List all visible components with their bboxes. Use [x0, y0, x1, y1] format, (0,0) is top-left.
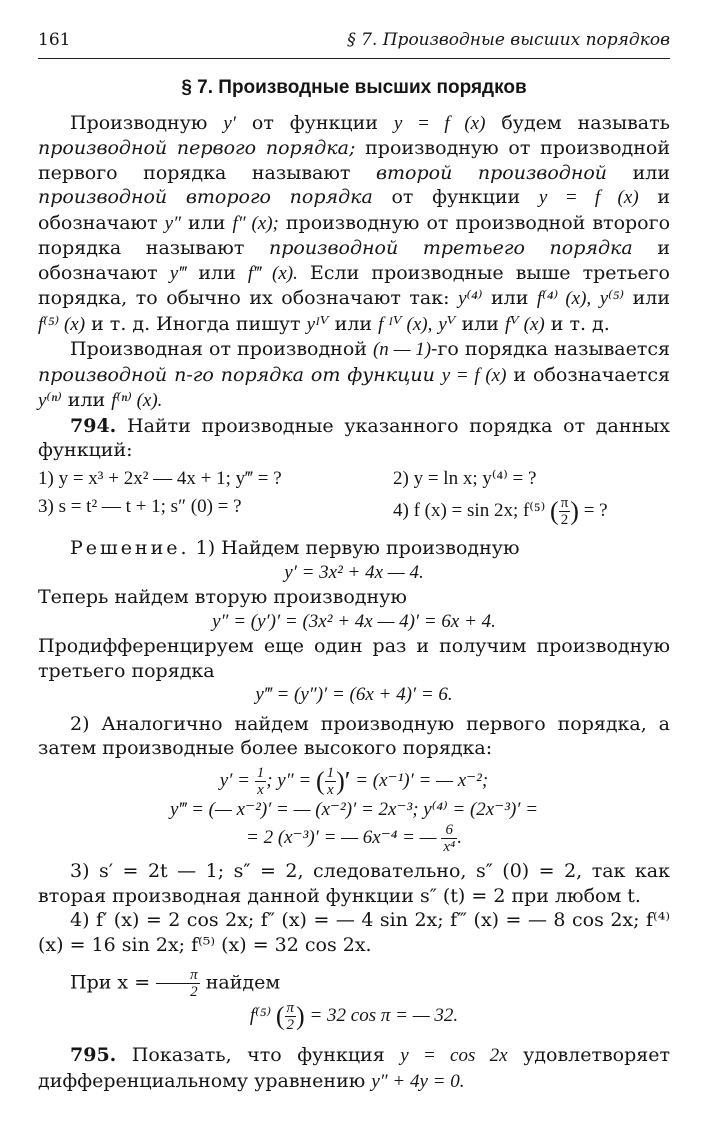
problem-number: 794. — [70, 414, 117, 437]
running-header — [38, 30, 670, 50]
text: или — [624, 287, 671, 309]
formula: y⁽ⁿ⁾ — [38, 390, 62, 411]
problem-item — [393, 495, 670, 528]
problem-794-items-row1 — [38, 467, 670, 492]
text: При x = — [70, 971, 151, 994]
intro-paragraph — [38, 111, 670, 338]
formula: y⁽⁵⁾ — [599, 288, 625, 309]
nth-derivative-paragraph — [38, 337, 670, 414]
text: и т. д. — [544, 312, 610, 335]
denominator: 2 — [156, 983, 200, 1000]
problem-794-items-row2 — [38, 495, 670, 528]
solution-text: Теперь найдем вторую производную — [38, 586, 407, 608]
formula: (n — 1) — [372, 339, 432, 360]
formula: y″ + 4y = 0. — [371, 1070, 465, 1092]
numerator: 1 — [326, 764, 335, 781]
formula: y = f (x) — [441, 364, 507, 386]
text: или — [607, 161, 670, 184]
formula: y″ — [164, 212, 182, 234]
formula: f ᴵⱽ (x), — [378, 313, 433, 335]
text: или — [181, 211, 233, 234]
paren-close: )′ — [336, 765, 351, 795]
numerator: π — [286, 1000, 295, 1016]
equation — [38, 1000, 670, 1033]
numerator: 6 — [445, 822, 454, 838]
problem-794 — [38, 414, 670, 463]
numerator: π — [560, 495, 569, 511]
formula: y′ — [223, 112, 236, 134]
denominator: 2 — [559, 511, 571, 528]
text: или — [482, 287, 537, 309]
problem-item: 1) y = x³ + 2x² — 4x + 1; y‴ = ? — [38, 467, 282, 489]
text: от функции — [372, 186, 539, 208]
fraction — [325, 765, 337, 798]
problem-795 — [38, 1043, 670, 1094]
equation: y‴ = (— x⁻²)′ = — (x⁻²)′ = 2x⁻³; y⁽⁴⁾ = (2x⁻³)′ = — [169, 798, 539, 820]
formula: y = f (x) — [538, 187, 639, 208]
formula: = ? — [583, 499, 608, 521]
text: и обозначают — [38, 186, 670, 234]
fraction — [255, 765, 267, 798]
formula: f‴ (x). — [247, 262, 298, 284]
term-third-derivative: производной третьего порядка — [269, 237, 633, 259]
fraction — [285, 1000, 297, 1033]
text: и обозначают — [38, 237, 670, 284]
formula: = 32 cos π = — 32. — [309, 1004, 459, 1026]
text: производную от производной первого порядка называют — [38, 137, 670, 184]
text: -го порядка называется — [431, 338, 670, 360]
formula: y′ = — [219, 769, 250, 791]
text: производную от производной второго порядка называют — [38, 211, 671, 259]
denominator: x⁴ — [443, 839, 456, 855]
text: и обозначается — [506, 363, 670, 386]
denominator: 2 — [285, 1016, 297, 1033]
denominator: x — [255, 781, 267, 798]
fraction — [156, 967, 200, 1000]
equation: y′ = 3x² + 4x — 4. — [284, 561, 424, 583]
equation: y″ = (y′)′ = (3x² + 4x — 4)′ = 6x + 4. — [212, 610, 496, 632]
problem-item: 3) s = t² — t + 1; s″ (0) = ? — [38, 496, 242, 517]
text: или — [328, 312, 379, 335]
formula: = (x⁻¹)′ = — x⁻²; — [355, 769, 489, 791]
formula: f⁽⁵⁾ (x) — [38, 313, 86, 335]
text: найдем — [199, 971, 281, 994]
formula: f⁽⁵⁾ — [249, 1004, 272, 1026]
solution-text — [38, 967, 670, 1000]
text: и т. д. Иногда пишут — [85, 312, 307, 335]
denominator: x — [325, 781, 337, 798]
fraction — [441, 822, 457, 855]
paren-close: ) — [570, 496, 579, 526]
formula: f⁽⁴⁾ (x), — [536, 288, 592, 309]
problem-item: 2) y = ln x; y⁽⁴⁾ = ? — [393, 467, 537, 489]
equation — [38, 822, 670, 855]
formula: y = f (x) — [393, 112, 486, 134]
section-title: § 7. Производные высших порядков — [181, 77, 527, 98]
solution-text: 2) Аналогично найдем производную первого порядка, а затем производные более высокого порядка: — [38, 712, 670, 759]
text: будем называть — [485, 111, 670, 134]
solution-intro — [38, 536, 670, 561]
formula: y = cos 2x — [400, 1045, 508, 1066]
numerator: 1 — [256, 764, 265, 781]
term-second-order: производной второго порядка — [38, 186, 373, 208]
text: или — [61, 389, 112, 411]
paren-open: ( — [275, 1001, 285, 1031]
formula: = 2 (x⁻³)′ = — 6x⁻⁴ = — — [246, 826, 437, 848]
paren-open: ( — [315, 765, 325, 795]
formula: 4) f (x) = sin 2x; f⁽⁵⁾ — [393, 499, 546, 521]
formula: yⱽ — [438, 313, 456, 335]
term-first-derivative: производной первого порядка; — [38, 137, 356, 159]
term-nth-derivative: производной n-го порядка от функции — [38, 363, 435, 386]
header-rule — [38, 58, 670, 59]
fraction — [559, 495, 571, 528]
formula: . — [457, 826, 462, 848]
formula: y‴ — [169, 262, 187, 284]
formula: ; y″ = — [266, 769, 312, 791]
page-number: 161 — [38, 30, 71, 50]
text: Производная от производной — [70, 338, 373, 360]
formula: f″ (x); — [232, 212, 279, 234]
problem-text: Найти производные указанного порядка от данных функций: — [38, 414, 670, 461]
problem-text: Показать, что функция — [116, 1044, 401, 1066]
text: Производную — [70, 111, 224, 134]
text: Если производные выше третьего порядка, то обычно их обозначают так: — [38, 261, 670, 309]
solution-label: Решение. — [70, 537, 190, 559]
paren-close: ) — [296, 1001, 305, 1031]
numerator: π — [190, 967, 198, 983]
running-title: § 7. Производные высших порядков — [347, 30, 670, 50]
problem-number: 795. — [70, 1044, 117, 1066]
solution-text: 4) f′ (x) = 2 cos 2x; f″ (x) = — 4 sin 2x; f‴ (x) = — 8 cos 2x; f⁽⁴⁾ (x) = 16 sin 2x; f⁽⁵⁾ (x) = 32 cos 2x. — [38, 909, 670, 956]
formula: f⁽ⁿ⁾ (x). — [111, 390, 163, 411]
equation: y‴ = (y″)′ = (6x + 4)′ = 6. — [255, 684, 453, 705]
equation — [38, 765, 670, 798]
text: 1) Найдем первую производную — [189, 537, 520, 559]
text: от функции — [235, 111, 394, 134]
text: или — [455, 312, 505, 335]
term-second-derivative: второй производной — [375, 161, 608, 184]
formula: fⱽ (x) — [504, 313, 545, 335]
problem-text: удовлетворяет дифференциальному уравнению — [38, 1044, 671, 1092]
paren-open: ( — [550, 496, 559, 526]
formula: yᴵⱽ — [306, 313, 329, 335]
solution-text: 3) s′ = 2t — 1; s″ = 2, следовательно, s″ (0) = 2, так как вторая производная данной функции s″ (t) = 2 при любом t. — [38, 860, 670, 907]
formula: y⁽⁴⁾ — [458, 288, 483, 309]
page-content — [38, 76, 670, 1094]
solution-text: Продифференцируем еще один раз и получим производную третьего порядка — [38, 635, 670, 682]
text: или — [186, 261, 248, 284]
